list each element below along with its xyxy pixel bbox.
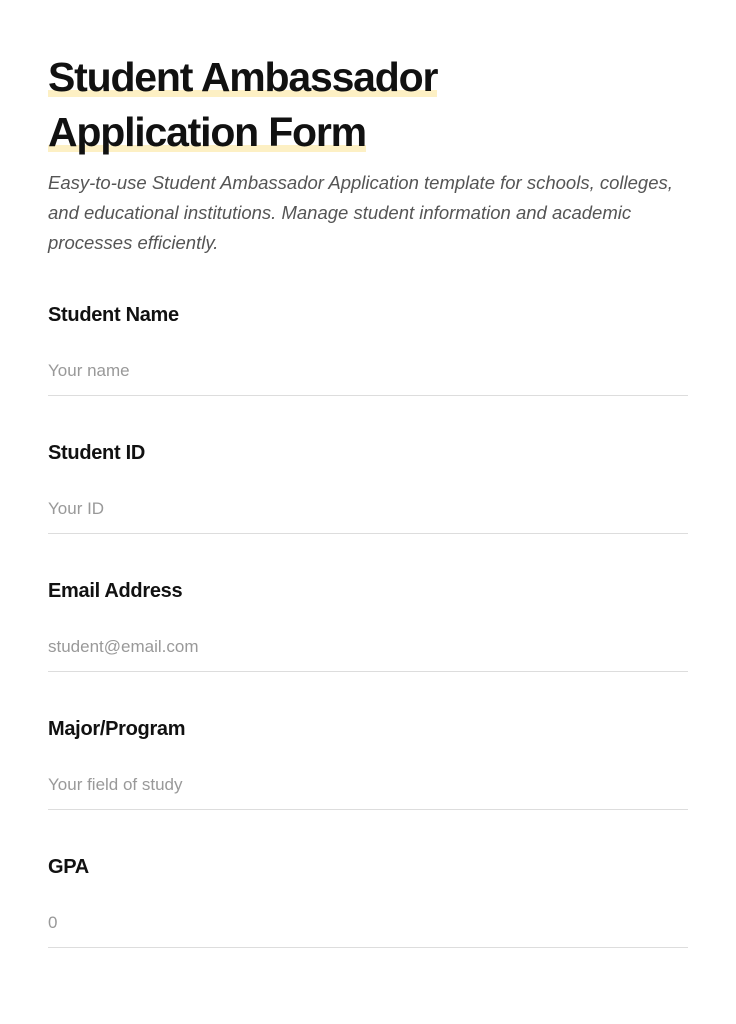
field-label: GPA [48,856,89,878]
page-title: Student Ambassador Application Form [48,54,438,155]
field-label: Major/Program [48,718,186,740]
major-input[interactable] [48,775,688,810]
field-label: Student ID [48,442,145,464]
field-student-name [48,304,688,396]
field-label: Student Name [48,304,179,326]
gpa-input[interactable] [48,913,688,948]
description: Easy-to-use Student Ambassador Application template for schools, colleges, and educational institutions. Manage student information and academic processes efficiently. [48,172,673,253]
email-input[interactable] [48,637,688,672]
field-email [48,580,688,672]
field-student-id [48,442,688,534]
field-major [48,718,688,810]
field-label: Email Address [48,580,183,602]
student-name-input[interactable] [48,361,688,396]
student-id-input[interactable] [48,499,688,534]
field-gpa [48,856,688,948]
